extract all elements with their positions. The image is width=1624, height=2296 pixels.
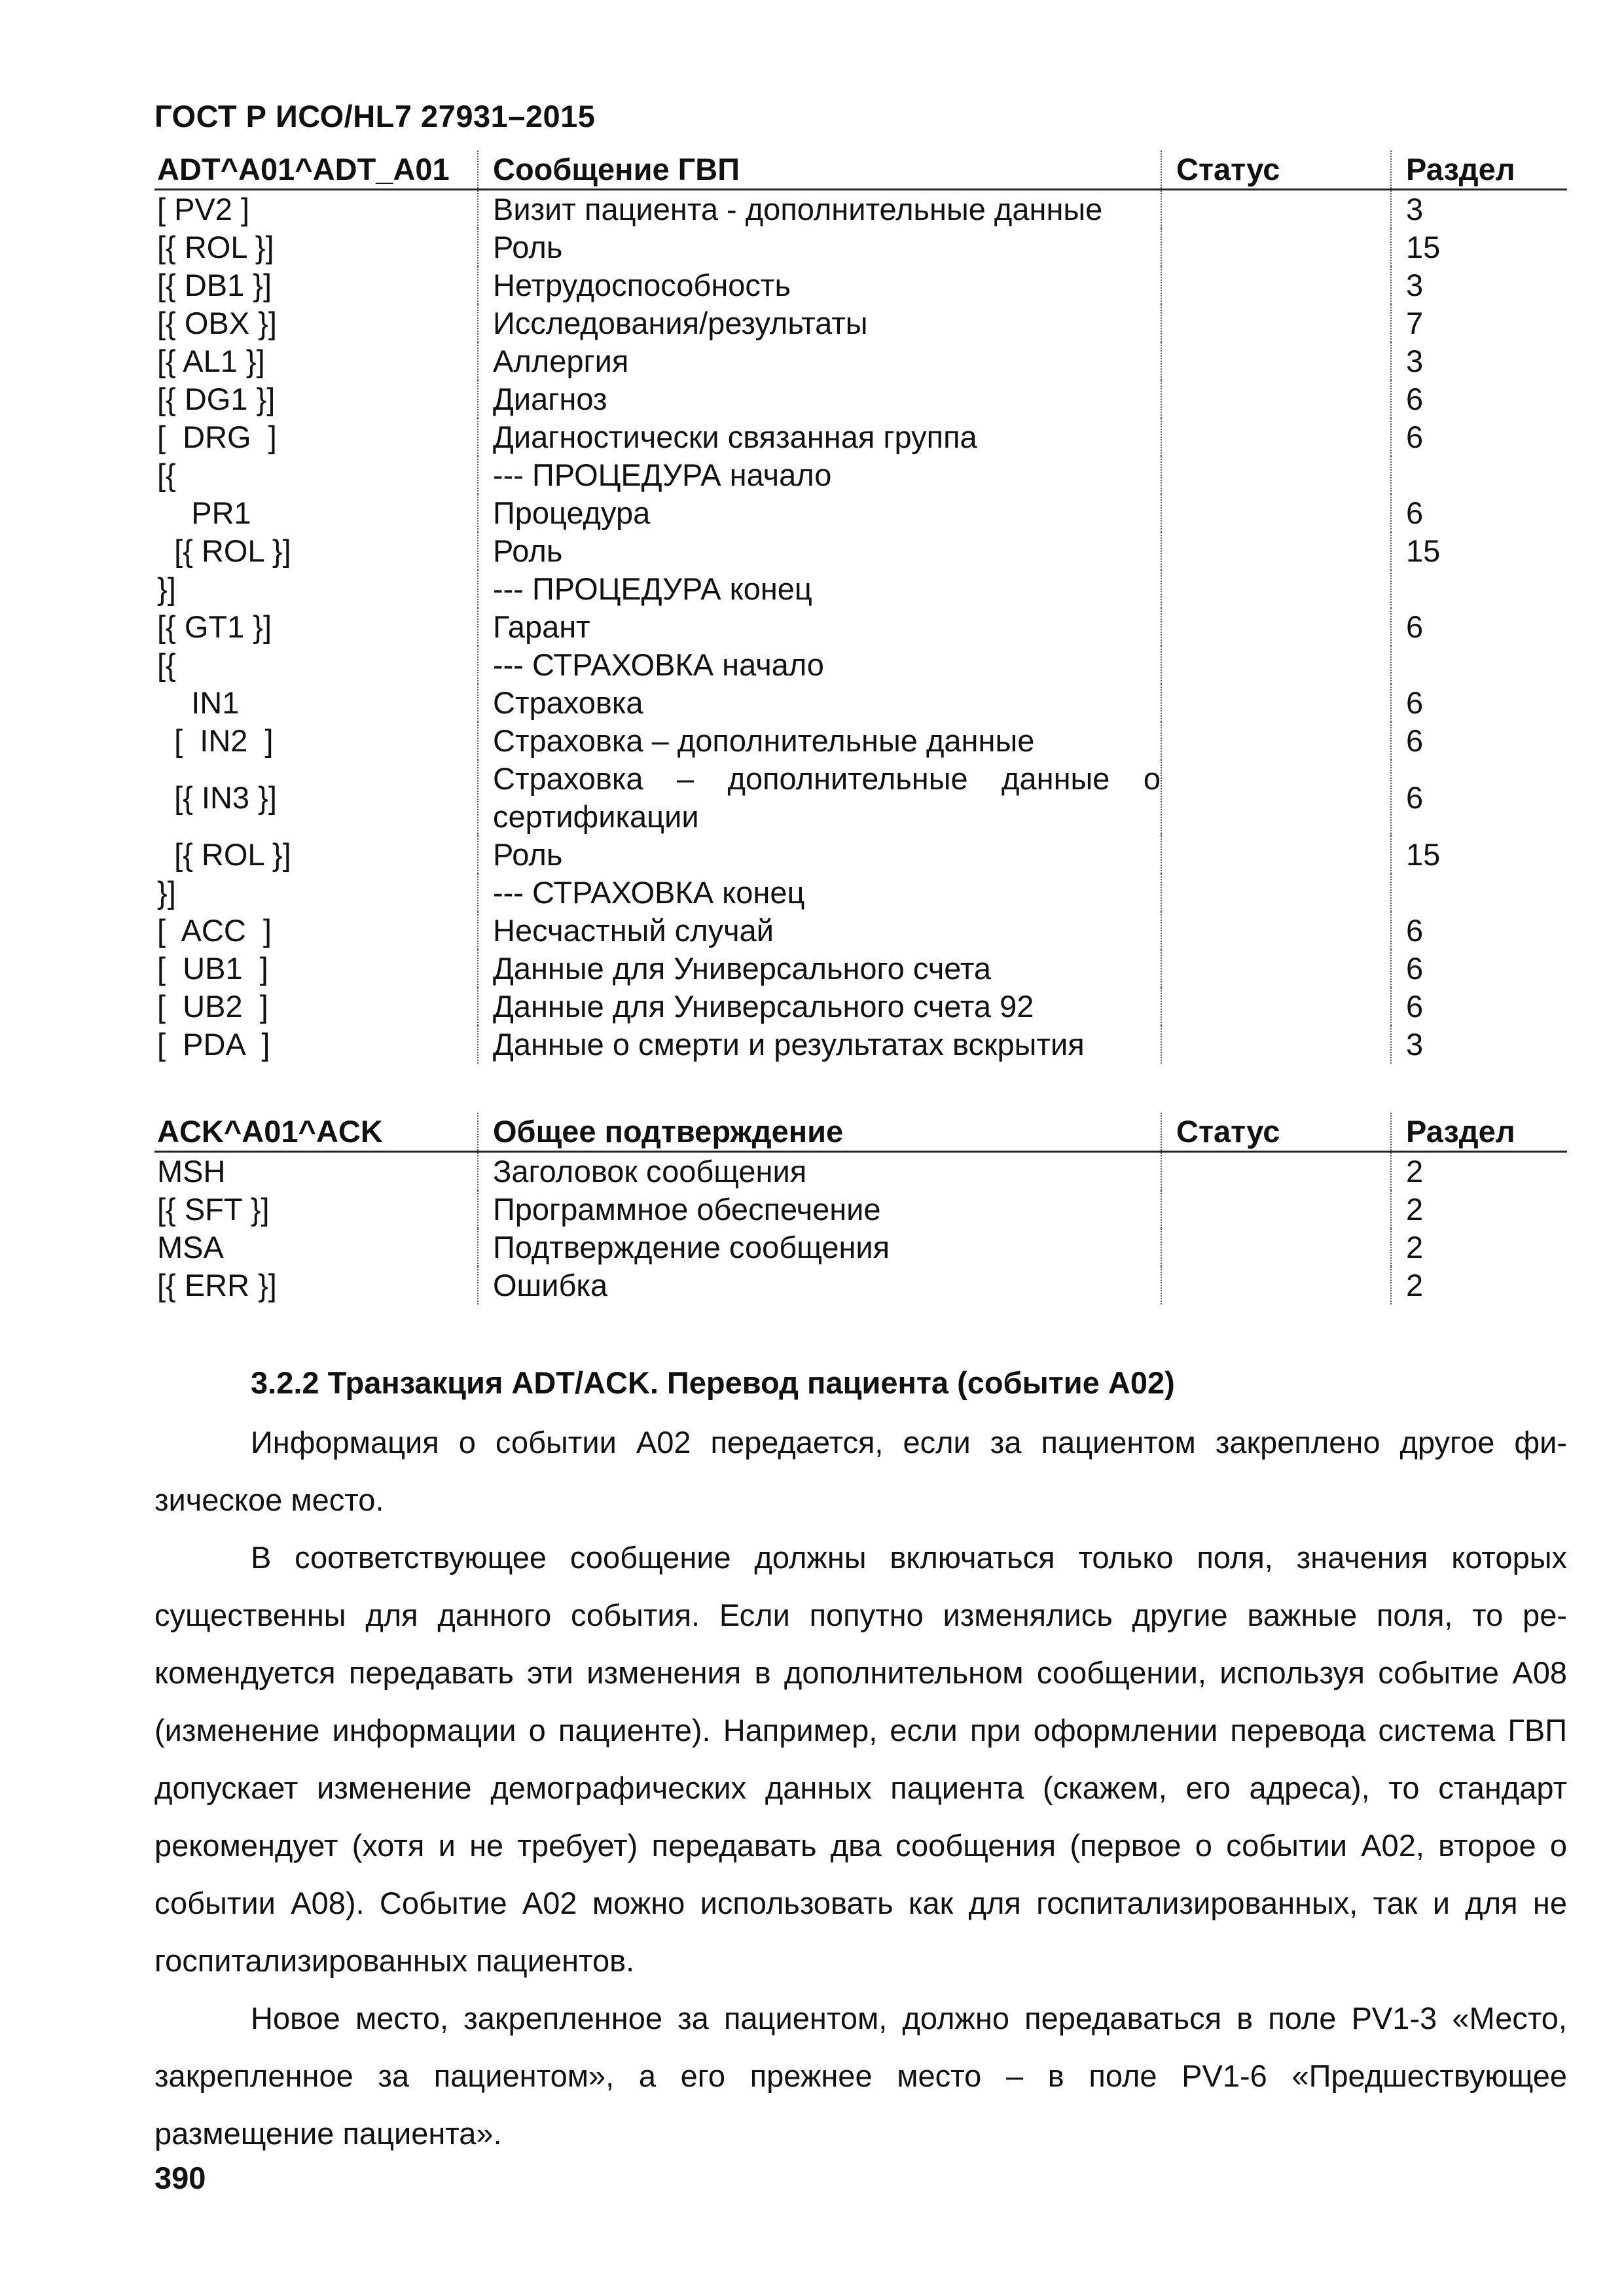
status-cell [1161, 1266, 1391, 1304]
table-row [154, 1266, 1567, 1304]
segment-cell: [{ AL1 }] [157, 344, 265, 378]
status-cell [1161, 228, 1391, 266]
description-cell: Роль [478, 532, 1161, 570]
segment-cell: [{ ERR }] [157, 1268, 277, 1302]
description-cell: Нетрудоспособность [478, 266, 1161, 304]
segment-cell: [ PDA ] [157, 1027, 270, 1062]
document-header: ГОСТ Р ИСО/HL7 27931–2015 [154, 99, 596, 134]
paragraph: Информация о событии A02 передается, если за пациентом закреплено другое физическое место. [154, 1425, 1567, 1517]
table-row [154, 190, 1567, 229]
section-cell: 6 [1391, 608, 1567, 646]
table-row [154, 912, 1567, 950]
table-row [154, 1026, 1567, 1064]
status-cell [1161, 684, 1391, 722]
status-cell [1161, 836, 1391, 874]
segment-cell: [{ [157, 457, 176, 492]
description-cell: Аллергия [478, 342, 1161, 380]
status-cell [1161, 456, 1391, 494]
section-cell: 6 [1391, 418, 1567, 456]
description-cell: Заголовок сообщения [478, 1152, 1161, 1191]
description-header: Общее подтверждение [478, 1113, 1161, 1152]
segment-cell: MSH [157, 1154, 226, 1189]
section-cell: 2 [1391, 1152, 1567, 1191]
description-cell: Страховка [478, 684, 1161, 722]
section-cell: 3 [1391, 266, 1567, 304]
section-cell: 6 [1391, 684, 1567, 722]
section-cell: 6 [1391, 722, 1567, 760]
segment-cell: [{ GT1 }] [157, 609, 272, 644]
description-cell: Страховка – дополнительные данные о сертификации [478, 760, 1161, 836]
table-row [154, 532, 1567, 570]
status-cell [1161, 874, 1391, 912]
description-cell: Несчастный случай [478, 912, 1161, 950]
table-row [154, 1191, 1567, 1229]
adt-a01-message-table [154, 151, 1567, 1064]
status-header: Статус [1161, 1113, 1391, 1152]
status-cell [1161, 646, 1391, 684]
segment-cell: IN1 [157, 685, 240, 720]
paragraph: В соответствующее сообщение должны включаться только поля, значения которых существенны для данного события. Если попутно изменялись другие важные поля, то рекомендуется передавать эти изменения в дополнительном сообщении, используя событие A08 (изменение информации о пациенте). Например, если при оформлении перевода система ГВП допускает изменение демографических данных пациента (скажем, его адреса), то стандарт рекомендует (хотя и не требует) передавать два сообщения (первое о событии A02, второе о событии A08). Событие A02 можно использовать как для госпитализированных, так и для не госпитализированных пациентов. [154, 1540, 1567, 1978]
description-cell: Визит пациента - дополнительные данные [478, 190, 1161, 229]
description-cell: Подтверждение сообщения [478, 1229, 1161, 1266]
table-row [154, 418, 1567, 456]
table-body [154, 1152, 1567, 1305]
segment-cell: [{ DB1 }] [157, 268, 272, 302]
table-row [154, 608, 1567, 646]
segment-cell: [{ DG1 }] [157, 382, 276, 416]
description-cell: --- ПРОЦЕДУРА конец [478, 570, 1161, 608]
section-cell: 6 [1391, 380, 1567, 418]
table-row [154, 988, 1567, 1026]
section-cell [1391, 646, 1567, 684]
status-cell [1161, 570, 1391, 608]
description-cell: Диагностически связанная группа [478, 418, 1161, 456]
segment-cell: [ UB1 ] [157, 951, 268, 986]
segment-cell: [{ ROL }] [157, 230, 274, 264]
table-row [154, 722, 1567, 760]
section-cell: 15 [1391, 228, 1567, 266]
table-row [154, 760, 1567, 836]
table-row [154, 304, 1567, 342]
description-cell: Процедура [478, 494, 1161, 532]
table-row [154, 684, 1567, 722]
table-header-row [154, 151, 1567, 190]
description-cell: Роль [478, 228, 1161, 266]
segment-cell: [ ACC ] [157, 913, 272, 948]
section-cell [1391, 456, 1567, 494]
table-row [154, 836, 1567, 874]
section-cell: 7 [1391, 304, 1567, 342]
description-cell: --- ПРОЦЕДУРА начало [478, 456, 1161, 494]
description-cell: Роль [478, 836, 1161, 874]
status-cell [1161, 950, 1391, 988]
table-row [154, 874, 1567, 912]
description-cell: Исследования/результаты [478, 304, 1161, 342]
table-row [154, 228, 1567, 266]
ack-a01-message-table [154, 1113, 1567, 1304]
table-row [154, 342, 1567, 380]
section-cell [1391, 570, 1567, 608]
section-cell: 3 [1391, 342, 1567, 380]
section-cell: 15 [1391, 836, 1567, 874]
status-cell [1161, 722, 1391, 760]
status-cell [1161, 380, 1391, 418]
status-cell [1161, 760, 1391, 836]
paragraph: Новое место, закрепленное за пациентом, должно передаваться в поле PV1-3 «Место, закрепленное за пациентом», а его прежнее место – в поле PV1-6 «Предшествующее размещение пациента». [154, 2001, 1567, 2151]
segment-cell: [{ ROL }] [157, 837, 291, 872]
section-cell: 15 [1391, 532, 1567, 570]
status-cell [1161, 1191, 1391, 1229]
section-cell: 6 [1391, 912, 1567, 950]
status-cell [1161, 418, 1391, 456]
section-cell: 6 [1391, 950, 1567, 988]
segment-cell: [{ [157, 647, 176, 682]
description-cell: Программное обеспечение [478, 1191, 1161, 1229]
section-title: 3.2.2 Транзакция ADT/ACK. Перевод пациента (событие A02) [251, 1365, 1175, 1400]
section-cell: 3 [1391, 1026, 1567, 1064]
section-cell: 2 [1391, 1266, 1567, 1304]
section-body [154, 1414, 1567, 2162]
section-cell: 3 [1391, 190, 1567, 229]
status-cell [1161, 608, 1391, 646]
section-cell: 2 [1391, 1191, 1567, 1229]
segment-cell: [ DRG ] [157, 420, 277, 454]
segment-cell: [{ SFT }] [157, 1192, 270, 1227]
table-body [154, 190, 1567, 1064]
description-cell: Диагноз [478, 380, 1161, 418]
description-cell: Данные для Универсального счета 92 [478, 988, 1161, 1026]
table-row [154, 266, 1567, 304]
table-row [154, 570, 1567, 608]
section-cell: 6 [1391, 494, 1567, 532]
description-cell: Данные для Универсального счета [478, 950, 1161, 988]
segment-header: ADT^A01^ADT_A01 [154, 151, 478, 190]
table-row [154, 1152, 1567, 1191]
section-cell [1391, 874, 1567, 912]
table-header-row [154, 1113, 1567, 1152]
segment-cell: PR1 [157, 495, 251, 530]
status-cell [1161, 1229, 1391, 1266]
status-cell [1161, 190, 1391, 229]
table-row [154, 950, 1567, 988]
table-row [154, 456, 1567, 494]
description-cell: Гарант [478, 608, 1161, 646]
segment-cell: [{ IN3 }] [157, 780, 277, 815]
description-cell: --- СТРАХОВКА конец [478, 874, 1161, 912]
status-cell [1161, 1152, 1391, 1191]
table-row [154, 1229, 1567, 1266]
description-cell: Ошибка [478, 1266, 1161, 1304]
status-cell [1161, 266, 1391, 304]
status-header: Статус [1161, 151, 1391, 190]
segment-cell: }] [157, 875, 176, 910]
description-cell: --- СТРАХОВКА начало [478, 646, 1161, 684]
segment-cell: [ PV2 ] [157, 192, 250, 226]
section-header: Раздел [1391, 1113, 1567, 1152]
status-cell [1161, 532, 1391, 570]
table-row [154, 380, 1567, 418]
segment-cell: [ IN2 ] [157, 723, 274, 758]
section-cell: 2 [1391, 1229, 1567, 1266]
segment-header: ACK^A01^ACK [154, 1113, 478, 1152]
description-header: Сообщение ГВП [478, 151, 1161, 190]
segment-cell: [{ ROL }] [157, 533, 291, 568]
status-cell [1161, 1026, 1391, 1064]
table-row [154, 646, 1567, 684]
segment-cell: [ UB2 ] [157, 989, 268, 1024]
segment-cell: MSA [157, 1230, 224, 1265]
section-cell: 6 [1391, 760, 1567, 836]
segment-cell: }] [157, 571, 176, 606]
page-number: 390 [154, 2161, 206, 2195]
section-header: Раздел [1391, 151, 1567, 190]
description-cell: Данные о смерти и результатах вскрытия [478, 1026, 1161, 1064]
status-cell [1161, 494, 1391, 532]
segment-cell: [{ OBX }] [157, 306, 277, 340]
description-cell: Страховка – дополнительные данные [478, 722, 1161, 760]
status-cell [1161, 912, 1391, 950]
status-cell [1161, 342, 1391, 380]
table-row [154, 494, 1567, 532]
section-cell: 6 [1391, 988, 1567, 1026]
status-cell [1161, 304, 1391, 342]
status-cell [1161, 988, 1391, 1026]
